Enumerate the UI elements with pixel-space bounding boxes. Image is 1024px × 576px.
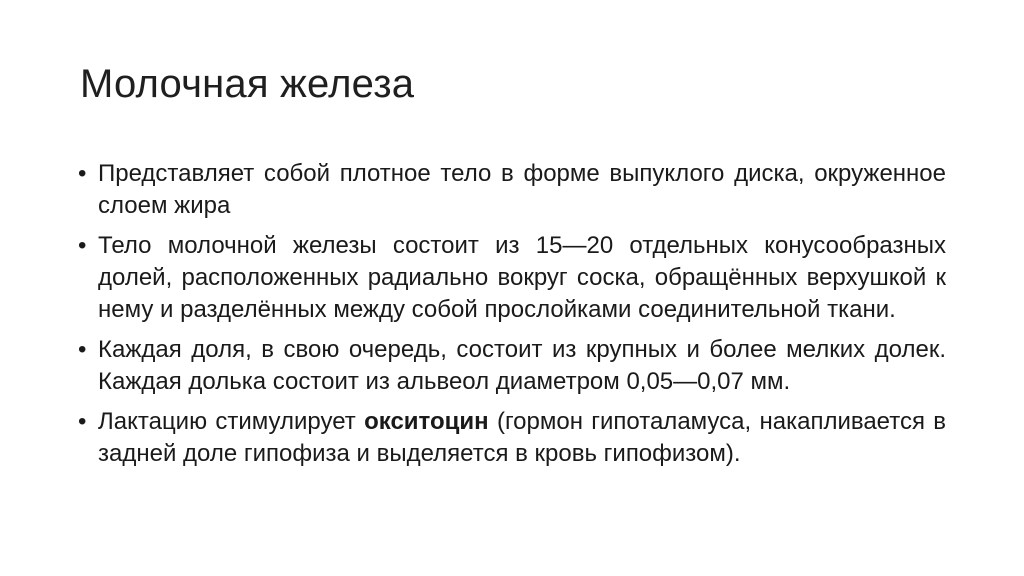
bullet-item-4: [76, 406, 946, 470]
bullet-text-bold: окситоцин: [364, 408, 489, 435]
bullet-text: Тело молочной железы состоит из 15—20 отдельных конусообразных долей, расположенных радиально вокруг соска, обращённых верхушкой к нему и разделённых между собой прослойками соединительной ткани.: [98, 232, 946, 323]
bullet-list: [76, 158, 946, 478]
bullet-text-before: Лактацию стимулирует: [98, 408, 365, 435]
bullet-text: Представляет собой плотное тело в форме выпуклого диска, окруженное слоем жира: [98, 160, 946, 219]
bullet-dot-icon: •: [78, 408, 87, 435]
bullet-dot-icon: •: [78, 160, 87, 187]
bullet-item-2: [76, 230, 946, 326]
bullet-dot-icon: •: [78, 336, 87, 363]
bullet-item-3: [76, 334, 946, 398]
slide-title: Молочная железа: [80, 62, 415, 106]
bullet-dot-icon: •: [78, 232, 87, 259]
bullet-text-after: (гормон гипоталамуса, накапливается в задней доле гипофиза и выделяется в кровь гипофизом).: [98, 408, 946, 467]
bullet-text: Каждая доля, в свою очередь, состоит из крупных и более мелких долек. Каждая долька состоит из альвеол диаметром 0,05—0,07 мм.: [98, 336, 946, 395]
bullet-item-1: [76, 158, 946, 222]
